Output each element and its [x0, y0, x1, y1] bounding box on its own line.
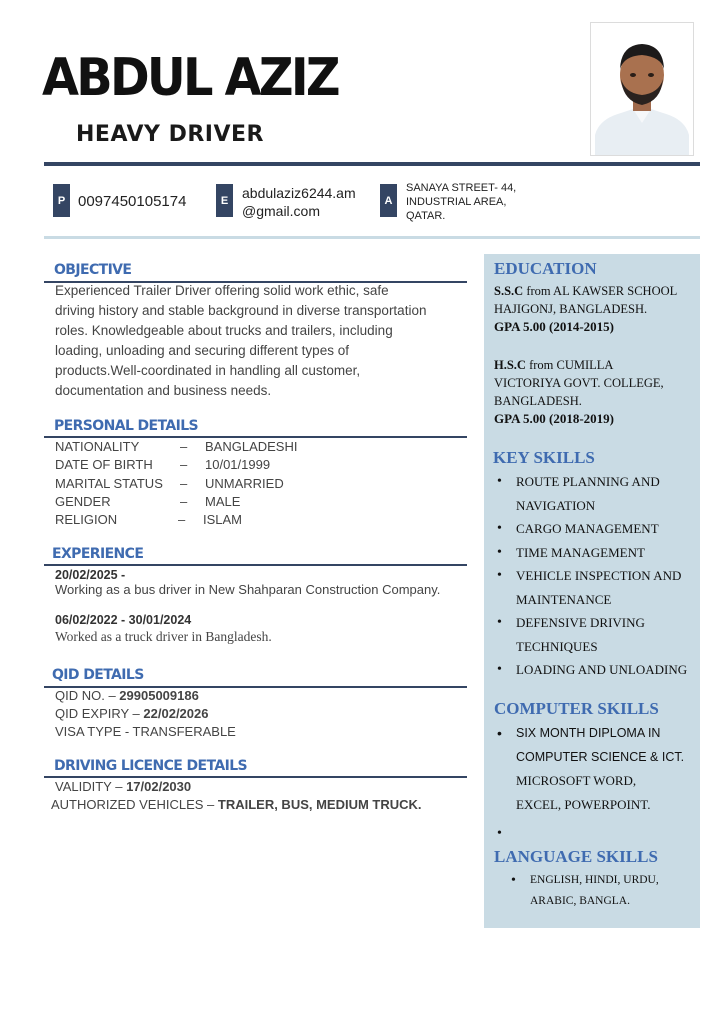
licence-validity	[55, 779, 191, 794]
key-skill-item: • TIME MANAGEMENT	[494, 541, 699, 565]
email-badge: E	[216, 184, 233, 217]
qid-heading: QID DETAILS	[52, 667, 144, 683]
gender-sep: –	[180, 494, 188, 509]
qid-number-value: 29905009186	[119, 688, 199, 703]
education-heading: EDUCATION	[494, 259, 597, 278]
ssc-line	[494, 282, 699, 300]
nationality-value: BANGLADESHI	[205, 439, 298, 454]
language-skill-item	[508, 870, 698, 912]
marital-label: MARITAL STATUS	[55, 476, 163, 491]
religion-label: RELIGION	[55, 512, 118, 527]
objective-line: loading, unloading and securing different types of	[55, 343, 349, 358]
address-line-1: SANAYA STREET- 44,	[406, 182, 517, 194]
computer-skills-heading: COMPUTER SKILLS	[494, 699, 659, 718]
objective-line: driving history and stable background in diverse transportation	[55, 303, 427, 318]
qid-expiry	[55, 706, 208, 721]
language-line: • ENGLISH, HINDI, URDU,	[530, 874, 659, 886]
ssc-label: S.S.C	[494, 284, 524, 298]
address-badge: A	[380, 184, 397, 217]
licence-validity-label: VALIDITY –	[55, 779, 127, 794]
ssc-school: from AL KAWSER SCHOOL	[523, 284, 678, 298]
resume-name: ABDUL AZIZ	[42, 48, 338, 108]
experience-heading: EXPERIENCE	[52, 546, 144, 562]
education-block	[494, 282, 699, 428]
key-skill-item: • ROUTE PLANNING AND NAVIGATION	[494, 470, 699, 517]
hsc-college: from CUMILLA	[525, 358, 614, 372]
experience-2-desc: Worked as a truck driver in Bangladesh.	[55, 629, 272, 644]
language-line: ARABIC, BANGLA.	[530, 895, 630, 907]
objective-text	[55, 281, 475, 401]
qid-number	[55, 688, 199, 703]
ssc-place: HAJIGONJ, BANGLADESH.	[494, 302, 648, 316]
personal-details-heading: PERSONAL DETAILS	[54, 418, 199, 434]
objective-line: roles. Knowledgeable about trucks and trailers, including	[55, 323, 393, 338]
email-line-2: @gmail.com	[242, 203, 321, 219]
person-avatar-icon	[591, 23, 693, 155]
experience-1-dates: 20/02/2025 -	[55, 568, 126, 582]
qid-number-label: QID NO. –	[55, 688, 120, 703]
objective-line: products.Well-coordinated in handling all customer,	[55, 363, 361, 378]
computer-skill-line: • SIX MONTH DIPLOMA IN	[516, 726, 661, 740]
key-skills-heading: KEY SKILLS	[493, 448, 595, 467]
computer-skill-item	[494, 722, 699, 816]
key-skill-item: • LOADING AND UNLOADING	[494, 658, 699, 682]
dob-label: DATE OF BIRTH	[55, 457, 153, 472]
address-line-2: INDUSTRIAL AREA,	[406, 196, 507, 208]
qid-expiry-label: QID EXPIRY –	[55, 706, 144, 721]
visa-type: VISA TYPE - TRANSFERABLE	[55, 724, 236, 739]
computer-skills-list	[494, 722, 699, 822]
phone-badge: P	[53, 184, 70, 217]
address-line-3: QATAR.	[406, 210, 446, 222]
hsc-line-2: VICTORIYA GOVT. COLLEGE,	[494, 376, 664, 390]
header-divider	[44, 162, 700, 166]
hsc-place: BANGLADESH.	[494, 394, 582, 408]
nationality-sep: –	[180, 439, 188, 454]
language-skills-list	[508, 870, 698, 912]
dob-sep: –	[180, 457, 188, 472]
computer-skill-line: MICROSOFT WORD,	[516, 773, 637, 788]
authorized-vehicles-value: TRAILER, BUS, MEDIUM TRUCK.	[217, 797, 422, 812]
licence-heading: DRIVING LICENCE DETAILS	[54, 758, 248, 774]
experience-1-desc: Working as a bus driver in New Shahparan Construction Company.	[55, 582, 441, 597]
qid-expiry-value: 22/02/2026	[143, 706, 209, 721]
phone-number: 0097450105174	[78, 193, 187, 210]
gender-value: MALE	[205, 494, 241, 509]
language-skills-heading: LANGUAGE SKILLS	[494, 847, 658, 866]
education-spacer	[494, 336, 699, 356]
hsc-line	[494, 356, 699, 374]
dob-value: 10/01/1999	[205, 457, 271, 472]
key-skills-list	[494, 470, 699, 682]
objective-line: documentation and business needs.	[55, 383, 272, 398]
authorized-vehicles	[51, 797, 422, 812]
licence-validity-value: 17/02/2030	[126, 779, 192, 794]
key-skill-item: • CARGO MANAGEMENT	[494, 517, 699, 541]
religion-value: ISLAM	[203, 512, 243, 527]
personal-rule	[44, 436, 467, 438]
job-title: HEAVY DRIVER	[76, 122, 264, 147]
marital-sep: –	[180, 476, 188, 491]
key-skill-item: • VEHICLE INSPECTION AND MAINTENANCE	[494, 564, 699, 611]
email-line-1: abdulaziz6244.am	[242, 185, 356, 201]
marital-value: UNMARRIED	[205, 476, 284, 491]
key-skill-item: • DEFENSIVE DRIVING TECHNIQUES	[494, 611, 699, 658]
computer-skill-line: EXCEL, POWERPOINT.	[516, 796, 651, 812]
objective-heading: OBJECTIVE	[54, 262, 132, 278]
hsc-gpa: GPA 5.00 (2018-2019)	[494, 411, 614, 426]
religion-sep: –	[178, 512, 186, 527]
authorized-vehicles-label: AUTHORIZED VEHICLES –	[51, 797, 218, 812]
email-address	[242, 184, 356, 220]
profile-photo	[590, 22, 694, 156]
contact-divider	[44, 236, 700, 239]
computer-skill-line: COMPUTER SCIENCE & ICT.	[516, 749, 685, 764]
gender-label: GENDER	[55, 494, 111, 509]
nationality-label: NATIONALITY	[55, 439, 140, 454]
licence-rule	[44, 776, 467, 778]
objective-line: Experienced Trailer Driver offering solid work ethic, safe	[55, 283, 389, 298]
hsc-label: H.S.C	[494, 358, 526, 372]
ssc-gpa: GPA 5.00 (2014-2015)	[494, 319, 614, 334]
address	[406, 181, 516, 223]
experience-rule	[44, 564, 467, 566]
experience-2-dates: 06/02/2022 - 30/01/2024	[55, 613, 192, 627]
